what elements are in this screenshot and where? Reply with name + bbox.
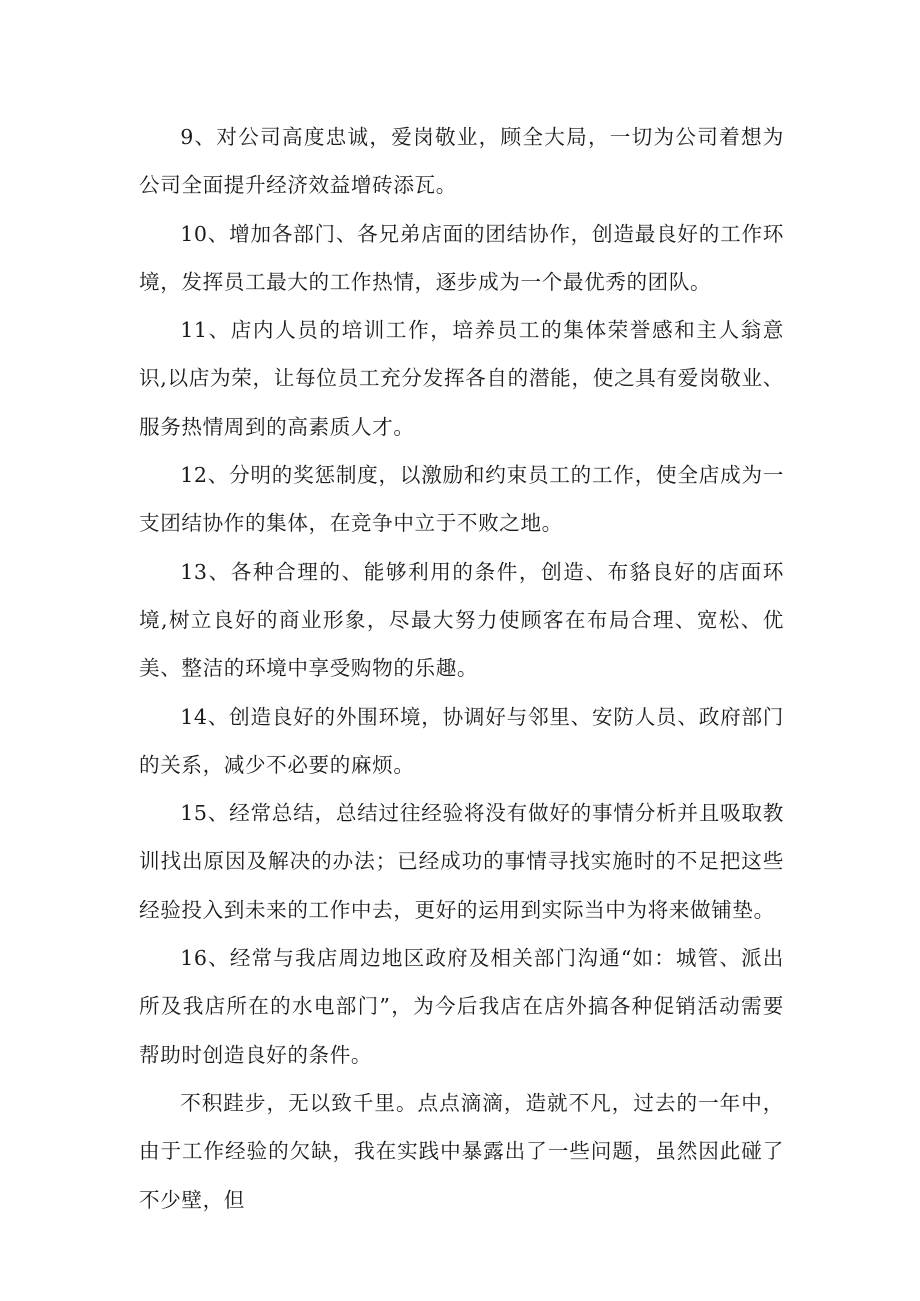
paragraph-item-9: 9、对公司高度忠诚，爱岗敬业，顾全大局，一切为公司着想为公司全面提升经济效益增砖添瓦。 [139,125,784,198]
paragraph-item-16: 16、经常与我店周边地区政府及相关部门沟通“如：城管、派出所及我店所在的水电部门”，为今后我店在店外搞各种促销活动需要帮助时创造良好的条件。 [139,946,784,1067]
paragraph-item-13: 13、各种合理的、能够利用的条件，创造、布貉良好的店面环境,树立良好的商业形象，尽最大努力使顾客在布局合理、宽松、优美、整洁的环境中享受购物的乐趣。 [139,559,784,681]
document-body [139,113,784,1224]
paragraph-item-14: 14、创造良好的外围环境，协调好与邻里、安防人员、政府部门的关系，减少不必要的麻烦。 [139,704,784,777]
paragraph-closing: 不积跬步，无以致千里。点点滴滴，造就不凡，过去的一年中，由于工作经验的欠缺，我在实践中暴露出了一些问题，虽然因此碰了不少壁，但 [139,1090,784,1212]
paragraph-item-15: 15、经常总结，总结过往经验将没有做好的事情分析并且吸取教训找出原因及解决的办法；已经成功的事情寻找实施时的不足把这些经验投入到未来的工作中去，更好的运用到实际当中为将来做铺垫。 [139,801,784,922]
paragraph-item-12: 12、分明的奖惩制度，以激励和约束员工的工作，使全店成为一支团结协作的集体，在竞争中立于不败之地。 [139,463,784,536]
paragraph-item-11: 11、店内人员的培训工作，培养员工的集体荣誉感和主人翁意识,以店为荣，让每位员工充分发挥各自的潜能，使之具有爱岗敬业、服务热情周到的高素质人才。 [139,318,784,439]
paragraph-item-10: 10、增加各部门、各兄弟店面的团结协作，创造最良好的工作环境，发挥员工最大的工作热情，逐步成为一个最优秀的团队。 [139,221,784,294]
